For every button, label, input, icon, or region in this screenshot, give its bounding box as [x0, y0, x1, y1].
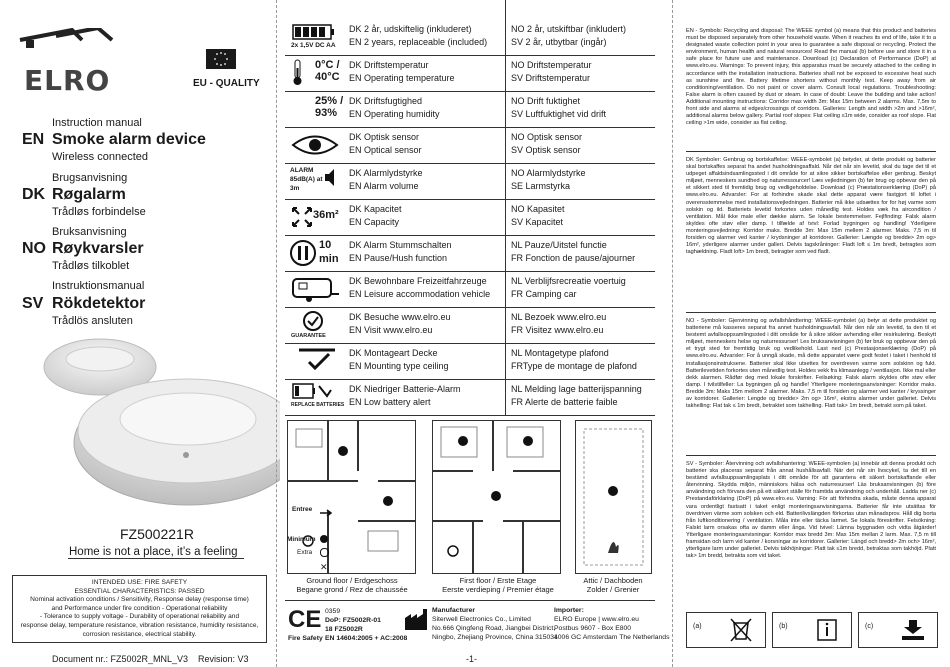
factory-icon: [403, 606, 429, 632]
alarm-volume-icon: [289, 166, 345, 196]
row-dk: DK Besuche www.elro.eu: [349, 312, 451, 322]
temp-text: 0°C / 40°C: [315, 59, 340, 83]
fire-safety-label: Fire Safety: [288, 635, 323, 642]
row-dk: DK Bewohnbare Freizeitfahrzeuge: [349, 276, 487, 286]
weee-bin-icon: [729, 617, 753, 643]
footer-divider: [285, 600, 655, 601]
symbol-label: (c): [865, 623, 874, 630]
spec-row-alarm-volume: [285, 164, 655, 200]
spec-row-capacity: [285, 200, 655, 236]
manual-label-no: Bruksanvisning: [52, 226, 127, 238]
row-sv: FR Alerte de batterie faible: [511, 397, 618, 407]
spec-line: corrosion resistance, electrical stability.: [82, 630, 197, 638]
section-divider: [686, 312, 936, 313]
row-dk: DK Optisk sensor: [349, 132, 420, 142]
text-dk: DK Symboler: Genbrug og bortskaffelse: WEEE-symbolet (a) betyder, at dette produkt og batterier skal bortskaffes separat fra andet husholdningsaffald. Når det når sin levetid, skal du tage det til et udpeget affaldsindsamlingssted i dit område for at sikre sikker bortskaffelse eller genbrug. Beskyt miljøet, menneskers sundhed og naturressourcer! Læs vejledningen (b) før brug og opbevar den på et sikkert sted til fremtidig brug og vedligeholdelse. Download (c) Præstationserklæring (DoP) på www.elro.eu. Advarsler: For at forhindre skade skal dette apparat være fastgjort til loftet i overensstemmelse med installationsvejledningen. Batterier må ikke udsættes for for høj varme som solskin og ild. Batteriets levetid forkortes uden månedlig test. Holdes væk fra aircondition / ventilation. Mål ikke male eller dække alarm. Se lokale bestemmelser. Fejlfinding: Falsk alarm skyldes ofte støv eller damp. I tilfælde af tvivl: Forlad bygningen og handling! Yderligere monteringsvejledning: Korridor maks. Bredde 3m: Max 15m mellem 2 alarmer. Maks. 7,5 m til forsiden og alarmer ved kanter / krydsninger af korridorer. Gallerier: Længde og bredde> 2m og> 16m², yderligere alarmer under galleri. Delvis tagskråninger: Fladt loft ≤ 1m bredt, betragtes som taghældning. Fladt loft> 1m bredt, betragter som ved fladt.: [686, 157, 936, 256]
manufacturer-line: Siterwell Electronics Co., Limited: [432, 616, 531, 623]
row-dk: DK Driftstemperatur: [349, 60, 429, 70]
document-number: Document nr.: FZ5002R_MNL_V3: [52, 654, 189, 664]
smoke-alarm-product-image: [40, 335, 280, 515]
plan-caption-ground: [282, 576, 422, 594]
extra-dot-icon: [320, 548, 329, 557]
pause-icon: [289, 238, 345, 268]
legend-extra: Extra: [297, 549, 313, 556]
row-no: NO 2 år, utskiftbar (inkludert): [511, 24, 627, 34]
symbol-box-b: [772, 612, 852, 648]
model-number: FZ500221R: [120, 526, 194, 542]
alarm-volume-text: ALARM 85dB(A) at 3m: [290, 167, 323, 192]
floor-plan-attic: [575, 420, 652, 574]
row-sv: FR Visitez www.elro.eu: [511, 325, 604, 335]
lang-code-en: EN: [22, 131, 45, 148]
spec-line: ESSENTIAL CHARACTERISTICS: PASSED: [74, 587, 205, 595]
spec-line: INTENDED USE: FIRE SAFETY: [91, 579, 188, 586]
row-no: NL Melding lage batterijspanning: [511, 384, 642, 394]
row-dk: DK Montageart Decke: [349, 348, 438, 358]
caption-line: Eerste verdieping / Premier étage: [442, 585, 554, 594]
row-dk: DK 2 år, udskiftelig (inkluderet): [349, 24, 472, 34]
replace-battery-icon: [289, 382, 345, 412]
row-sv: SE Larmstyrka: [511, 181, 571, 191]
replace-battery-text: REPLACE BATTERIES: [291, 402, 345, 408]
ce-mark-icon: CE: [288, 606, 322, 633]
legend-entree: Entree: [292, 506, 313, 513]
eu-flag-icon: [206, 49, 236, 69]
caption-line: First floor / Erste Etage: [459, 576, 537, 585]
ceiling-mount-icon: [289, 346, 345, 376]
subtitle-dk: Trådløs forbindelse: [52, 206, 146, 218]
capacity-icon: [289, 202, 345, 232]
spec-row-low-battery: [285, 380, 655, 416]
floor-plan-first: [432, 420, 561, 574]
spec-row-mounting: [285, 344, 655, 380]
guarantee-text: GUARANTEE: [291, 333, 326, 339]
text-en: EN - Symbols: Recycling and disposal: The WEEE symbol (a) means that this product and batteries must be disposed separately from other household waste. When it reaches its end of life, take it to a designated waste collection point in your area to guarantee a safe disposal or recycling. Protect the environment, human health and natural resources! Read the manual (b) before use and store it in a safe place for future use and maintenance. Download (c) Declaration of Performance (DoP) at www.elro.eu. Warnings: To prevent injury, this apparatus must be securely attached to the ceiling in accordance with the installation instructions. Batteries shall not be exposed to excessive heat such as sunshine and fire. Battery lifetime shortens without monthly test. Keep away from air conditioning/ventilation. Do not paint or cover alarm. Consult local regulations. Troubleshooting: False alarm is often caused by dust or steam. In case of doubt: Leave the building and take action! Additional mounting instructions: Corridor max width 3m: Max 15m between 2 alarms. Max. 7,5m to front side and alarms at edges/crossings of corridors. Galleries: Length and width >2m and >16m², additional alarms below gallery. Partial roof slopes: Flat ceiling ≤1m wide, consider as roof slope. Flat ceiling >1m wide, consider as flat ceiling.: [686, 28, 936, 127]
row-no: NO Alarmlydstyrke: [511, 168, 586, 178]
standard-label: EN 14604:2005 + AC:2008: [325, 635, 408, 642]
legend-minimum: Minimum: [287, 536, 316, 543]
plan-caption-attic: [568, 576, 658, 594]
subtitle-no: Trådløs tilkoblet: [52, 260, 130, 272]
ce-number: 0359: [325, 608, 341, 615]
row-en: EN Operating temperature: [349, 73, 455, 83]
importer-line: ELRO Europe | www.elro.eu: [554, 616, 639, 623]
guarantee-icon: [289, 310, 345, 340]
spec-line: Nominal activation conditions / Sensitivity, Response delay (response time): [30, 596, 249, 604]
row-en: EN Optical sensor: [349, 145, 422, 155]
importer-heading: Importer:: [554, 607, 584, 614]
section-divider: [686, 455, 936, 456]
row-sv: SV Optisk sensor: [511, 145, 581, 155]
section-divider: [686, 151, 936, 152]
row-no: NL Pauze/Uitstel functie: [511, 240, 607, 250]
spec-line: - Tolerance to supply voltage - Durability of operational reliability and: [39, 613, 240, 621]
battery-icon: [289, 22, 345, 52]
pause-text: 10 min: [319, 239, 339, 265]
lang-code-dk: DK: [22, 186, 46, 203]
row-no: NO Drift fuktighet: [511, 96, 581, 106]
row-en: EN Visit www.elro.eu: [349, 325, 433, 335]
revision: Revision: V3: [198, 654, 249, 664]
page-number: -1-: [466, 654, 477, 664]
row-en: EN Alarm volume: [349, 181, 419, 191]
importer-line: Postbus 9607 - Box E800: [554, 625, 632, 632]
manufacturer-line: No.666 Qingfeng Road, Jiangbei District,: [432, 625, 556, 632]
row-en: EN Low battery alert: [349, 397, 431, 407]
symbol-label: (b): [779, 623, 788, 630]
row-no: NO Optisk sensor: [511, 132, 583, 142]
title-sv: Rökdetektor: [52, 295, 146, 312]
row-en: EN 2 years, replaceable (included): [349, 37, 488, 47]
row-sv: SV Luftfuktighet vid drift: [511, 109, 607, 119]
year-model: 18 FZ5002R: [325, 626, 363, 633]
certification-block: [325, 607, 381, 634]
read-manual-icon: [815, 618, 839, 642]
manufacturer-line: Ningbo, Zhejiang Province, China 315034: [432, 634, 558, 641]
eu-quality-label: EU - QUALITY: [193, 78, 260, 89]
row-no: NL Verblijfsrecreatie voertuig: [511, 276, 626, 286]
importer-line: 1006 GC Amsterdam The Netherlands: [554, 634, 670, 641]
row-en: EN Operating humidity: [349, 109, 440, 119]
caption-line: Ground floor / Erdgeschoss: [306, 576, 398, 585]
spec-row-humidity: [285, 92, 655, 128]
cross-icon: ✕: [320, 562, 328, 572]
row-no: NO Driftstemperatur: [511, 60, 592, 70]
row-sv: FR Camping car: [511, 289, 577, 299]
symbol-box-a: [686, 612, 766, 648]
manufacturer-heading: Manufacturer: [432, 607, 476, 614]
symbol-box-c: [858, 612, 938, 648]
download-icon: [899, 618, 927, 642]
title-no: Røykvarsler: [52, 240, 144, 257]
spec-row-battery: [285, 20, 655, 56]
spec-row-caravan: [285, 272, 655, 308]
plan-caption-first: [428, 576, 568, 594]
text-sv: SV - Symboler: Återvinning och avfallshantering: WEEE-symbolen (a) innebär att denna produkt och batterier ska placeras separat från annat hushållsavfall. När det når sin livscykel, ta det till en bestämd avfallsuppsamlingsplats i ditt område för att garantera ett säkert bortskaffande eller återvinning. Skydda miljön, människors hälsa och naturresurser! Läs bruksanvisningen (b) före användning och förvara den på ett säkert ställe för framtida användning och underhåll. Ladda ner (c) Prestandaförklaring (DoP) på www.elro.eu. Varning: För att förhindra skada, måste denna apparat vara ordentligt fastsatt i taket enligt monteringsanvisningarna. Batterier får inte utsättas för överdriven värme som solsken och eld. Batterilivslängden förkortas utan månadsprov. Håll dig borta från luftkonditionering / ventilation. Måla inte eller täcka larmet. Se lokala föreskrifter. Felsökning: Falskt larm orsakas ofta av damm eller ånga. Vid tvivel: Lämna byggnaden och vidta åtgärder! Ytterligare monteringsanvisningar: Korridor max bredd 3m: Max 15m mellan 2 larm. Max. 7,5 m till framsidan och larm vid kanter / korsningar av korridorer. Gallerier: Längd och bredd> 2m och> 16m², ytterligare larm under galleriet. Delvis takhöjningar: Platt tak ≤1m bredd, betraktas som takhöjd. Platt tak> 1m bredd, betrakta som vid taket.: [686, 461, 936, 560]
caption-line: Zolder / Grenier: [586, 585, 640, 594]
manufacturer-block: [432, 606, 558, 642]
spec-row-pause: [285, 236, 655, 272]
row-sv: FR Fonction de pause/ajourner: [511, 253, 636, 263]
fold-line: [672, 0, 673, 667]
title-en: Smoke alarm device: [52, 131, 206, 148]
tagline: Home is not a place, it’s a feeling: [69, 546, 238, 558]
caravan-icon: [289, 274, 345, 304]
row-en: EN Mounting type ceiling: [349, 361, 449, 371]
row-no: NL Bezoek www.elro.eu: [511, 312, 607, 322]
spec-row-temperature: [285, 56, 655, 92]
spec-row-optical: [285, 128, 655, 164]
subtitle-sv: Trådlös ansluten: [52, 315, 133, 327]
symbol-label: (a): [693, 623, 702, 630]
manual-label-en: Instruction manual: [52, 117, 142, 129]
caption-line: Begane grond / Rez de chaussée: [296, 585, 408, 594]
caption-line: Attic / Dachboden: [583, 576, 643, 585]
dop-number: DoP: FZ5002R-01: [325, 617, 381, 624]
thermometer-icon: [289, 58, 345, 88]
eye-icon: [289, 130, 345, 160]
row-en: EN Pause/Hush function: [349, 253, 448, 263]
battery-spec-text: 2x 1,5V DC AA: [291, 42, 336, 49]
tagline-divider: [68, 558, 244, 559]
row-sv: SV Driftstemperatur: [511, 73, 591, 83]
importer-block: [554, 606, 669, 642]
row-dk: DK Alarm Stummschalten: [349, 240, 452, 250]
logo-text: ELRO: [24, 64, 111, 97]
row-en: EN Leisure accommodation vehicle: [349, 289, 491, 299]
row-dk: DK Alarmlydstyrke: [349, 168, 423, 178]
minimum-dot-icon: [320, 535, 328, 543]
humidity-icon: [289, 94, 345, 124]
manual-label-sv: Instruktionsmanual: [52, 280, 145, 292]
row-dk: DK Niedriger Batterie-Alarm: [349, 384, 461, 394]
text-no: NO - Symboler: Gjenvinning og avfallshåndtering: WEEE-symbolet (a) betyr at dette produktet og batteriene må kasseres separat fra annet husholdningsavfall. Når den når sin levetid, ta den til et bestemt avfallsoppsamlingssted i ditt område for å sikre sikker avhending eller resirkulering. Beskytt miljøet, menneskers helse og naturressurser! Les bruksanvisningen (b) før bruk og oppbevar den på et trygt sted for fremtidig bruk og vedlikehold. Last ned (c) Prestasjonserklæring (DoP) på www.elro.eu. Advarsler: For å unngå skade, må dette apparatet være godt festet i taket i henhold til installasjonsinstruksene. Batterier skal ikke utsettes for overdreven varme som solskinn og fukt. Batterilevetiden forkortes uten månedlig test. Holdes vekk fra klimaanlegg / ventilasjon. Ikke mal eller dekk alarmen. Rådfør deg med lokale forskrifter. Feilsøking: Falsk alarm skyldes ofte støv eller damp. I tvilstilfeller: La bygningen gå og handle! Ytterligere monteringsanvisninger: Korridor maks. Bredde 3m: Maks 15m mellom 2 alarmer. Maks. 7,5 m til forsiden og alarmer ved kanter / kryssinger av korridorer. Gallerier: Lengde og bredde> 2m og> 16m², ekstra alarmer under galleriet. Delvis takhelling: Flat tak ≤ 1m bredt, betraktet som takhelling. Flatt tak> 1m bredt, betrakt som på taket.: [686, 318, 936, 410]
spec-box: [12, 575, 267, 643]
manual-label-dk: Brugsanvisning: [52, 172, 128, 184]
spec-line: response delay, temperature resistance, vibration resistance, humidity resistance,: [20, 621, 259, 629]
row-sv: SV Kapacitet: [511, 217, 564, 227]
capacity-text: 36m²: [313, 209, 339, 221]
row-no: NL Montagetype plafond: [511, 348, 609, 358]
humidity-text: 25% / 93%: [315, 95, 344, 119]
title-dk: Røgalarm: [52, 186, 126, 203]
fold-line: [276, 0, 277, 667]
arrow-icon: [320, 504, 334, 512]
elro-logo: [12, 28, 120, 108]
lang-code-no: NO: [22, 240, 46, 257]
row-sv: FRType de montage de plafond: [511, 361, 637, 371]
row-dk: DK Kapacitet: [349, 204, 402, 214]
subtitle-en: Wireless connected: [52, 151, 148, 163]
spec-line: and Performance under fire condition - Operational reliability: [51, 604, 228, 612]
row-no: NO Kapasitet: [511, 204, 565, 214]
lang-code-sv: SV: [22, 295, 44, 312]
row-sv: SV 2 år, utbytbar (ingår): [511, 37, 607, 47]
row-en: EN Capacity: [349, 217, 400, 227]
row-dk: DK Driftsfugtighed: [349, 96, 423, 106]
spec-row-guarantee: [285, 308, 655, 344]
